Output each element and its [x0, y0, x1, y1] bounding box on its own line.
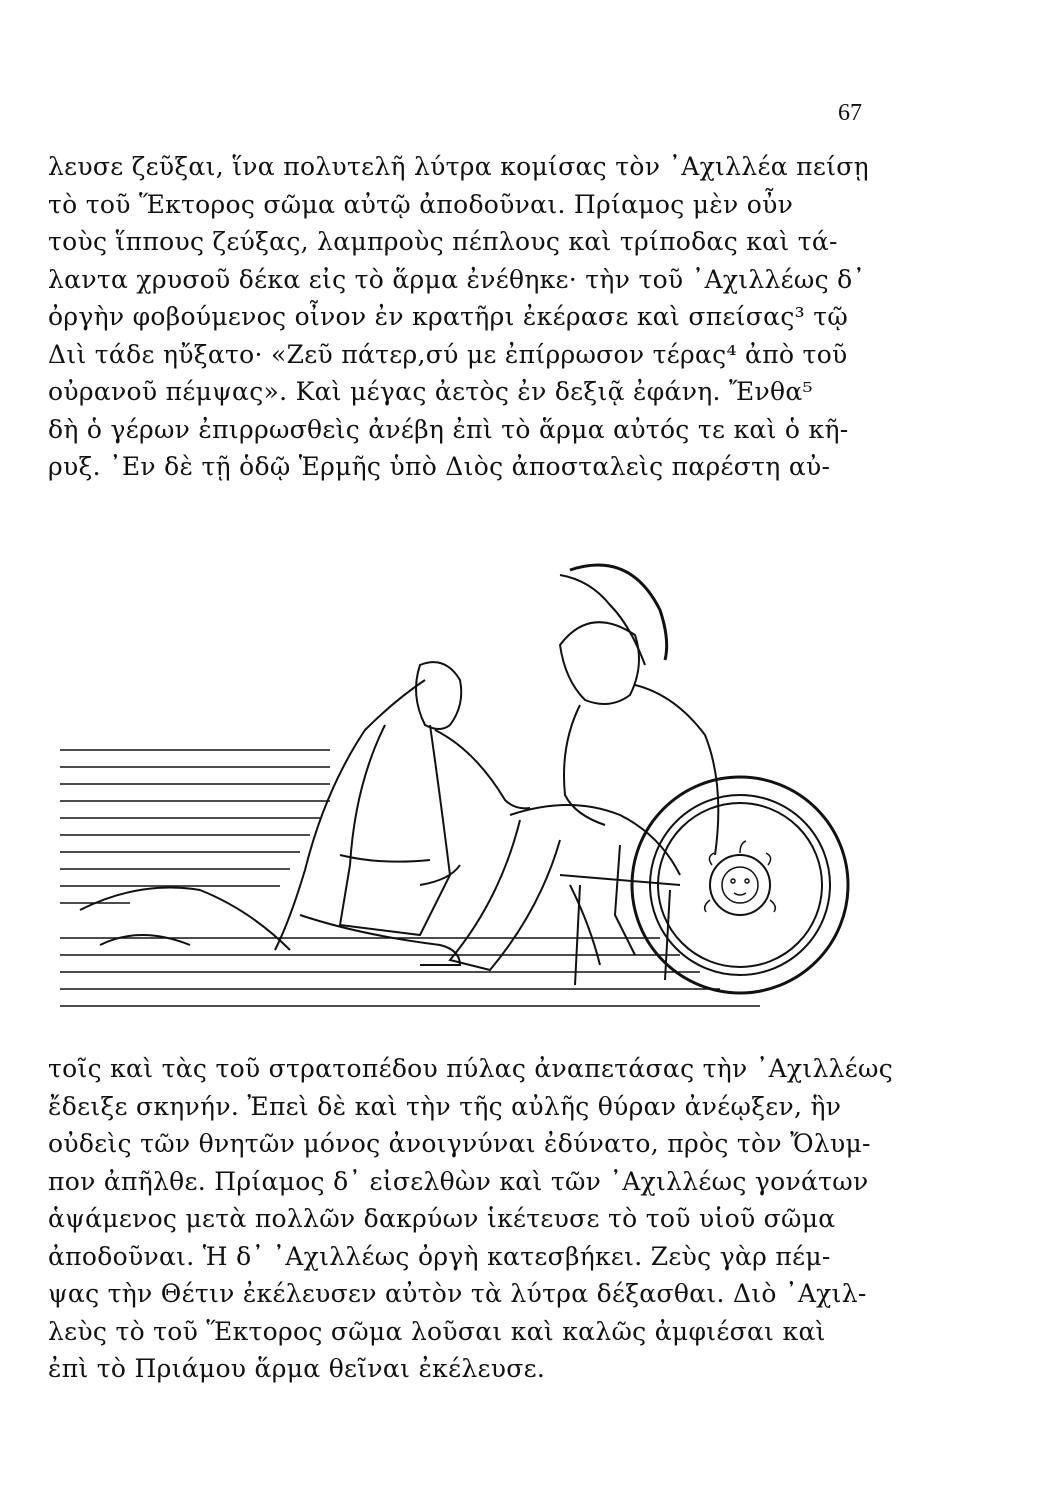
text-line: λευσε ζεῦξαι, ἵνα πολυτελῆ λύτρα κομίσας τὸν ᾿Αχιλλέα πείσῃ [48, 152, 869, 181]
text-line: ἁψάμενος μετὰ πολλῶν δακρύων ἱκέτευσε τὸ τοῦ υἱοῦ σῶμα [48, 1204, 836, 1233]
text-line: ρυξ. ᾿Εν δὲ τῇ ὁδῷ Ἑρμῆς ὑπὸ Διὸς ἀποσταλεὶς παρέστη αὐ- [48, 452, 831, 481]
text-line: οὐρανοῦ πέμψας». Καὶ μέγας ἀετὸς ἐν δεξιᾷ ἐφάνη. Ἔνθα⁵ [48, 377, 813, 406]
text-line: τοῖς καὶ τὰς τοῦ στρατοπέδου πύλας ἀναπετάσας τὴν ᾿Αχιλλέως [48, 1054, 894, 1083]
text-line: ἔδειξε σκηνήν. Ἐπεὶ δὲ καὶ τὴν τῆς αὐλῆς θύραν ἀνέῳξεν, ἣν [48, 1091, 842, 1121]
text-block-bottom [48, 1050, 894, 1388]
text-line: πον ἀπῆλθε. Πρίαμος δ᾿ εἰσελθὼν καὶ τῶν ᾿Αχιλλέως γονάτων [48, 1166, 869, 1196]
text-line: λαντα χρυσοῦ δέκα εἰς τὸ ἅρμα ἐνέθηκε· τὴν τοῦ ᾿Αχιλλέως δ᾿ [48, 264, 866, 294]
text-line: Διὶ τάδε ηὔξατο· «Ζεῦ πάτερ,σύ με ἐπίρρωσον τέρας⁴ ἀπὸ τοῦ [48, 339, 848, 369]
priam-achilles-illustration [40, 555, 890, 1030]
shield [632, 777, 848, 993]
text-block-top [48, 148, 878, 486]
priam-figure [80, 662, 530, 965]
text-line: οὐδεὶς τῶν θνητῶν μόνος ἀνοιγνύναι ἐδύνατο, πρὸς τὸν Ὄλυμ- [48, 1129, 871, 1158]
page-number: 67 [838, 100, 862, 126]
text-line: ἀποδοῦναι. Ἡ δ᾿ ᾿Αχιλλέως ὀργὴ κατεσβήκει. Ζεὺς γὰρ πέμ- [48, 1241, 831, 1271]
text-line: τοὺς ἵππους ζεύξας, λαμπροὺς πέπλους καὶ τρίποδας καὶ τά- [48, 227, 838, 256]
achilles-figure [450, 565, 718, 970]
text-line: ὀργὴν φοβούμενος οἶνον ἐν κρατῆρι ἐκέρασε καὶ σπείσας³ τῷ [48, 302, 849, 331]
background-lines [60, 750, 760, 1006]
text-line: λεὺς τὸ τοῦ Ἕκτορος σῶμα λοῦσαι καὶ καλῶς ἀμφιέσαι καὶ [48, 1316, 826, 1346]
text-line: τὸ τοῦ Ἕκτορος σῶμα αὐτῷ ἀποδοῦναι. Πρίαμος μὲν οὖν [48, 189, 794, 219]
text-line: ἐπὶ τὸ Πριάμου ἅρμα θεῖναι ἐκέλευσε. [48, 1354, 546, 1383]
text-line: δὴ ὁ γέρων ἐπιρρωσθεὶς ἀνέβη ἐπὶ τὸ ἅρμα αὐτός τε καὶ ὁ κῆ- [48, 414, 849, 444]
text-line: ψας τὴν Θέτιν ἐκέλευσεν αὐτὸν τὰ λύτρα δέξασθαι. Διὸ ᾿Αχιλ- [48, 1279, 867, 1308]
